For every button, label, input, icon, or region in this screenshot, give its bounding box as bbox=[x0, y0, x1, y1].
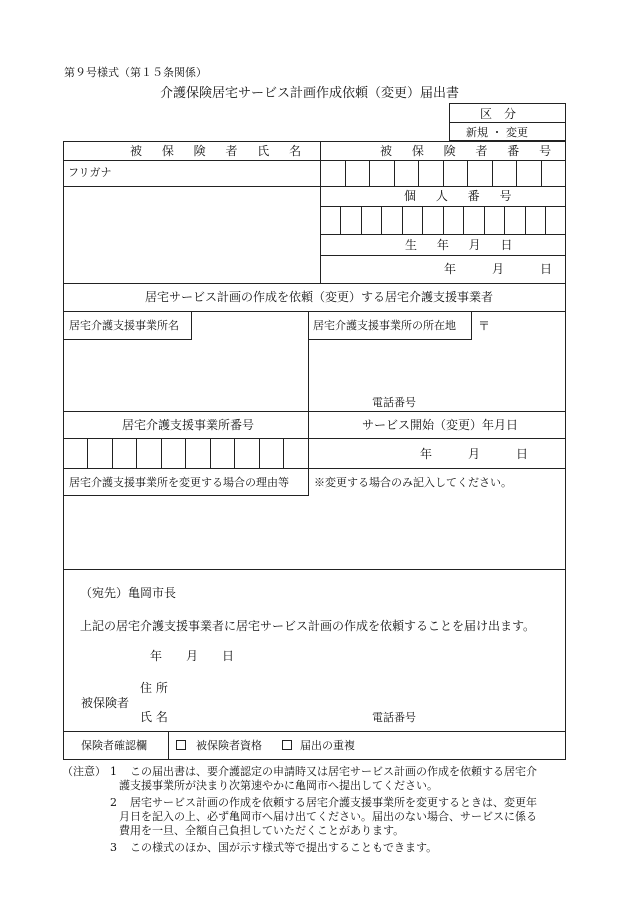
kubun-value[interactable]: 新規 ・ 変更 bbox=[466, 126, 528, 139]
provider-section-label: 居宅サービス計画の作成を依頼（変更）する居宅介護支援事業者 bbox=[145, 290, 494, 304]
birth-date-value[interactable]: 年 月 日 bbox=[444, 262, 553, 276]
address-label: 住 所 bbox=[140, 681, 168, 695]
kubun-divider bbox=[449, 122, 566, 123]
insured-name-field[interactable] bbox=[68, 189, 314, 281]
note-2-number: 2 bbox=[110, 796, 117, 809]
service-start-value[interactable]: 年 月 日 bbox=[420, 447, 529, 461]
note-1-line-1: この届出書は、要介護認定の申請時又は居宅サービス計画の作成を依頼する居宅介 bbox=[130, 765, 537, 778]
confirm-label: 保険者確認欄 bbox=[81, 739, 147, 752]
insured-name-label: 被 保 険 者 氏 名 bbox=[130, 144, 310, 158]
notes-label: （注意） bbox=[62, 765, 106, 778]
birth-date-label: 生 年 月 日 bbox=[405, 238, 521, 252]
postal-mark: 〒 bbox=[478, 319, 491, 333]
addressee: （宛先）亀岡市長 bbox=[80, 586, 177, 600]
note-3-number: 3 bbox=[110, 841, 117, 854]
office-phone-label: 電話番号 bbox=[372, 396, 416, 409]
form-title: 介護保険居宅サービス計画作成依頼（変更）届出書 bbox=[160, 86, 460, 101]
note-3-line-1: この様式のほか、国が示す様式等で提出することもできます。 bbox=[130, 841, 438, 854]
office-number-label: 居宅介護支援事業所番号 bbox=[122, 418, 255, 432]
insured-number-label: 被 保 険 者 番 号 bbox=[380, 144, 560, 158]
checkbox-insured-qualification[interactable] bbox=[176, 740, 186, 750]
office-address-label: 居宅介護支援事業所の所在地 bbox=[313, 319, 456, 332]
checkbox-duplicate-filing[interactable] bbox=[282, 740, 292, 750]
note-1-line-2: 護支援事業所が決まり次第速やかに亀岡市へ提出してください。 bbox=[119, 779, 438, 792]
declaration-statement: 上記の居宅介護支援事業者に居宅サービス計画の作成を依頼することを届け出ます。 bbox=[80, 619, 536, 633]
note-1-number: 1 bbox=[110, 765, 117, 778]
form-number: 第９号様式（第１５条関係） bbox=[64, 66, 207, 79]
personal-number-label: 個 人 番 号 bbox=[404, 189, 520, 203]
note-2-line-2: 月日を記入の上、必ず亀岡市へ届け出てください。届出のない場合、サービスに係る bbox=[119, 810, 537, 823]
change-reason-field[interactable] bbox=[68, 500, 560, 564]
declaration-date[interactable]: 年 月 日 bbox=[150, 649, 235, 663]
furigana-label: フリガナ bbox=[68, 166, 112, 179]
office-name-field[interactable] bbox=[68, 342, 304, 408]
insured-number-field[interactable] bbox=[321, 161, 565, 185]
insured-label: 被保険者 bbox=[81, 696, 130, 710]
change-reason-label: 居宅介護支援事業所を変更する場合の理由等 bbox=[69, 476, 289, 489]
note-2-line-1: 居宅サービス計画の作成を依頼する居宅介護支援事業所を変更するときは、変更年 bbox=[130, 796, 537, 809]
signer-name-label: 氏 名 bbox=[140, 710, 168, 724]
office-name-label: 居宅介護支援事業所名 bbox=[69, 319, 179, 332]
confirm-option-1: 被保険者資格 bbox=[196, 739, 262, 752]
service-start-label: サービス開始（変更）年月日 bbox=[362, 418, 519, 432]
kubun-label: 区 分 bbox=[480, 107, 517, 121]
office-address-field[interactable] bbox=[476, 338, 562, 388]
office-number-field[interactable] bbox=[64, 439, 307, 467]
change-reason-note: ※変更する場合のみ記入してください。 bbox=[314, 476, 512, 489]
confirm-option-2: 届出の重複 bbox=[300, 739, 355, 752]
signer-info-field[interactable] bbox=[185, 676, 555, 724]
signer-phone-label: 電話番号 bbox=[372, 711, 416, 724]
personal-number-field[interactable] bbox=[321, 207, 565, 233]
note-2-line-3: 費用を一旦、全額自己負担していただくことがあります。 bbox=[119, 824, 405, 837]
